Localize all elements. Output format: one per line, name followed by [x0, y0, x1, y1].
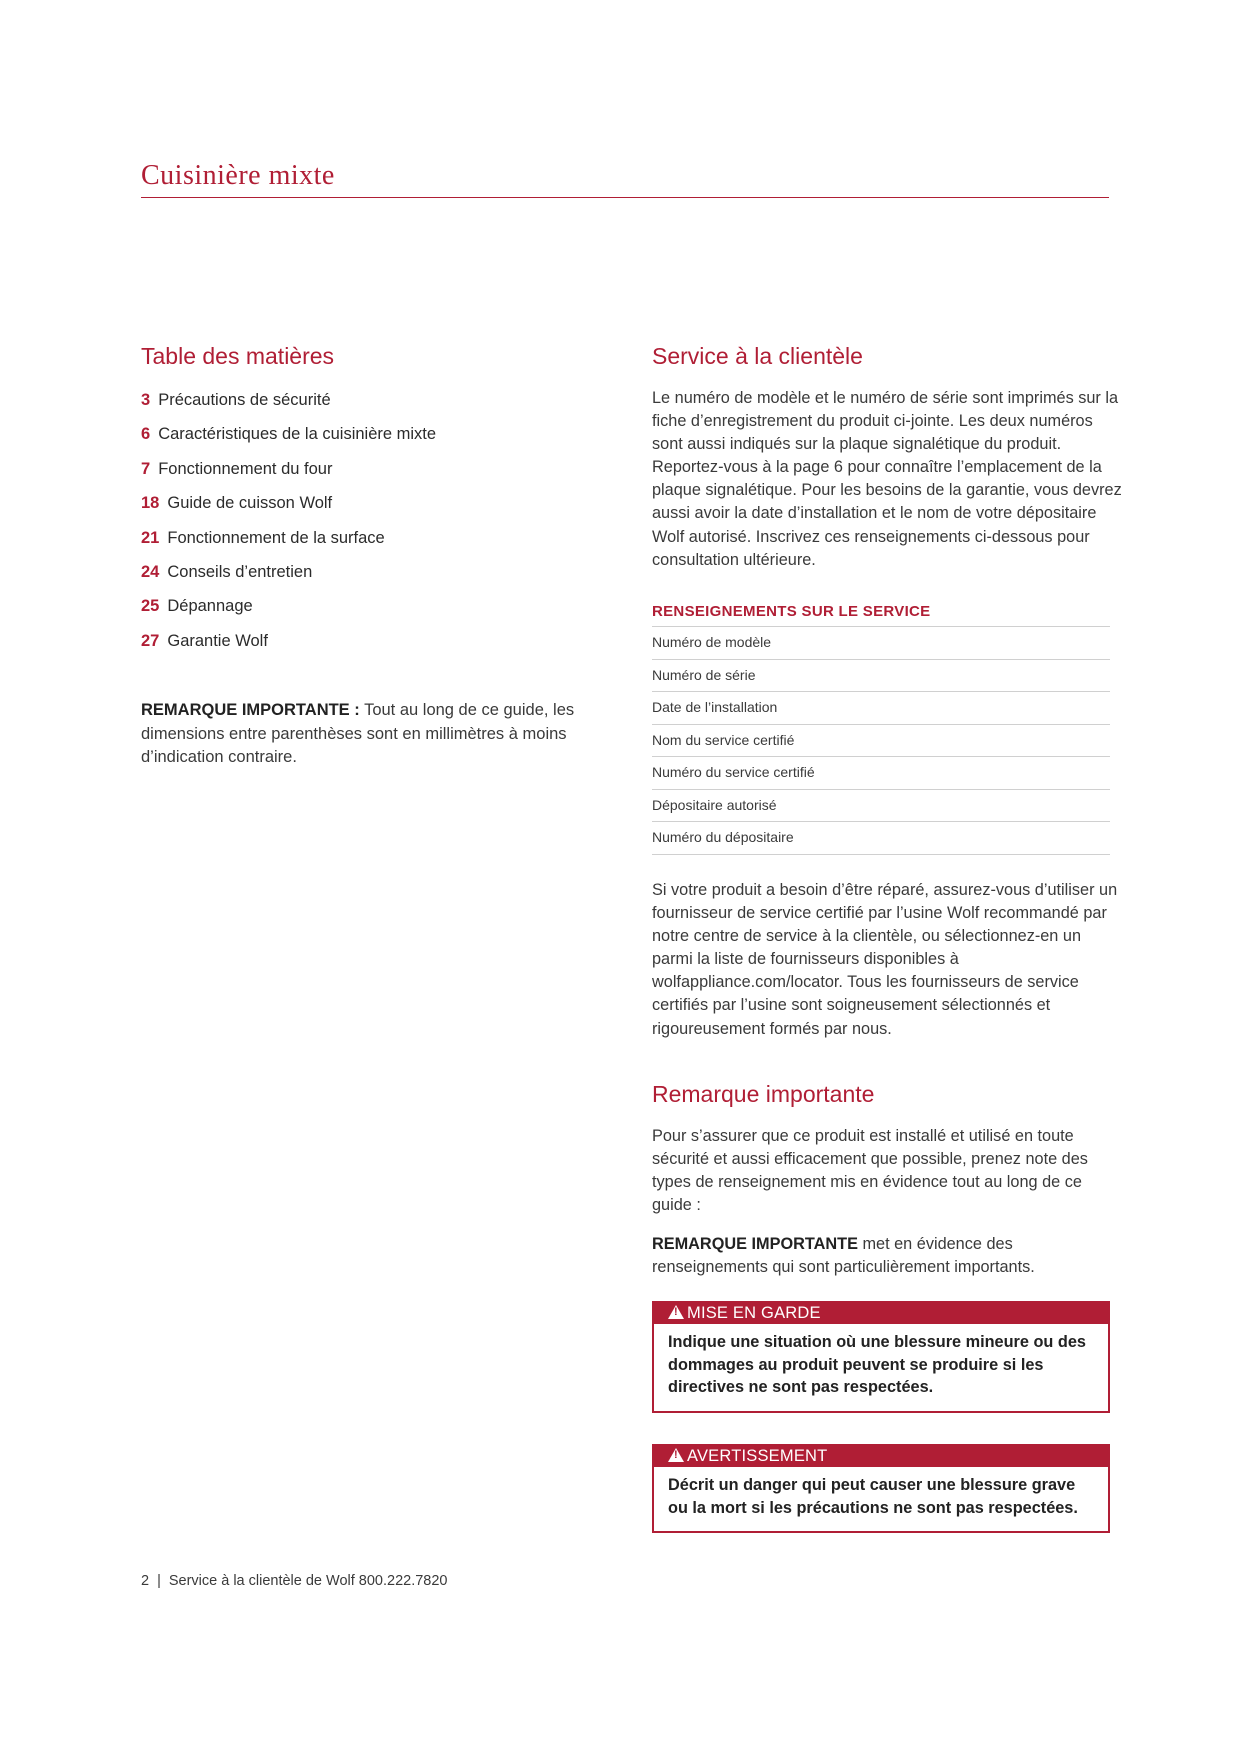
header-divider — [141, 197, 1109, 198]
page-number: 2 — [141, 1573, 150, 1589]
toc-item-label: Précautions de sécurité — [158, 391, 331, 409]
warning-triangle-icon — [668, 1448, 684, 1462]
toc-heading: Table des matières — [141, 343, 335, 369]
warning-text: Décrit un danger qui peut causer une blessure grave ou la mort si les précautions ne sont pas respectées. — [668, 1476, 1078, 1517]
service-field-row: Nom du service certifié — [652, 725, 1110, 758]
toc-item-label: Fonctionnement de la surface — [167, 528, 385, 547]
toc-item — [141, 526, 611, 560]
service-field-row: Date de l’installation — [652, 692, 1110, 725]
service-intro: Le numéro de modèle et le numéro de série sont imprimés sur la fiche d’enregistrement du produit ci-jointe. Les deux numéros sont aussi indiqués sur la plaque signalétique du produit. Reportez-vous à la page 6 pour connaître l’emplacement de la plaque signalétique. Pour les besoins de la garantie, vous devrez aussi avoir la date d’installation et le nom de votre dépositaire Wolf autorisé. Inscrivez ces renseignements ci-dessous pour consultation ultérieure. — [652, 389, 1122, 569]
toc-item-label: Conseils d’entretien — [167, 562, 313, 581]
service-field-row: Numéro du dépositaire — [652, 822, 1110, 855]
page-title: Cuisinière mixte — [141, 160, 335, 191]
toc-item-label: Garantie Wolf — [167, 631, 268, 650]
warning-title: AVERTISSEMENT — [687, 1447, 828, 1465]
page-footer — [141, 1573, 448, 1589]
warning-triangle-icon — [668, 1305, 684, 1319]
service-field-row: Numéro de série — [652, 660, 1110, 693]
toc-item-page: 18 — [141, 494, 160, 513]
toc-item — [141, 594, 611, 628]
toc-item — [141, 491, 611, 525]
service-field-row: Numéro du service certifié — [652, 757, 1110, 790]
important-label-text: met en évidence des renseignements qui sont particulièrement importants. — [652, 1235, 1035, 1277]
service-info-label: RENSEIGNEMENTS SUR LE SERVICE — [652, 603, 931, 620]
toc-item-page: 7 — [141, 459, 151, 478]
warning-box — [652, 1444, 1110, 1533]
important-note — [141, 699, 611, 770]
important-note-explanation — [652, 1233, 1122, 1279]
toc-list — [141, 388, 611, 663]
service-info-table — [652, 626, 1110, 855]
service-field-row: Numéro de modèle — [652, 627, 1110, 660]
toc-item — [141, 560, 611, 594]
toc-item — [141, 629, 611, 663]
toc-item-page: 27 — [141, 631, 160, 650]
caution-text: Indique une situation où une blessure mineure ou des dommages au produit peuvent se produire si les directives ne sont pas respectées. — [668, 1333, 1086, 1396]
service-field-row: Dépositaire autorisé — [652, 790, 1110, 823]
toc-item-page: 6 — [141, 425, 151, 444]
warning-header — [654, 1446, 1108, 1467]
toc-item-label: Fonctionnement du four — [158, 459, 333, 478]
toc-item-label: Caractéristiques de la cuisinière mixte — [158, 425, 437, 444]
toc-item-label: Guide de cuisson Wolf — [167, 494, 333, 513]
important-heading: Remarque importante — [652, 1081, 875, 1107]
service-repair-text: Si votre produit a besoin d’être réparé, assurez-vous d’utiliser un fournisseur de service certifié par l’usine Wolf recommandé par notre centre de service à la clientèle, ou sélectionnez-en un parmi la liste de fournisseurs disponibles à wolfappliance.com/locator. Tous les fournisseurs de service certifiés par l’usine sont soigneusement sélectionnés et rigoureusement formés par nous. — [652, 881, 1118, 1038]
important-note-label: REMARQUE IMPORTANTE : — [141, 701, 360, 719]
toc-item-page: 24 — [141, 562, 160, 581]
important-intro: Pour s’assurer que ce produit est installé et utilisé en toute sécurité et aussi efficacement que possible, prenez note des types de renseignement mis en évidence tout au long de ce guide : — [652, 1127, 1088, 1215]
toc-item — [141, 457, 611, 491]
toc-item — [141, 388, 611, 422]
important-note-text: Tout au long de ce guide, les dimensions entre parenthèses sont en millimètres à moins d’indication contraire. — [141, 701, 575, 766]
toc-item-page: 21 — [141, 528, 160, 547]
toc-item-label: Dépannage — [167, 597, 253, 616]
toc-item-page: 3 — [141, 391, 151, 409]
toc-item-page: 25 — [141, 597, 160, 616]
caution-box — [652, 1301, 1110, 1413]
service-info-form — [652, 602, 1110, 855]
important-label: REMARQUE IMPORTANTE — [652, 1235, 858, 1253]
caution-header — [654, 1303, 1108, 1324]
toc-item — [141, 422, 611, 456]
footer-text: Service à la clientèle de Wolf 800.222.7820 — [168, 1573, 448, 1589]
caution-title: MISE EN GARDE — [687, 1304, 821, 1322]
footer-separator: | — [157, 1573, 161, 1589]
service-heading: Service à la clientèle — [652, 343, 863, 369]
